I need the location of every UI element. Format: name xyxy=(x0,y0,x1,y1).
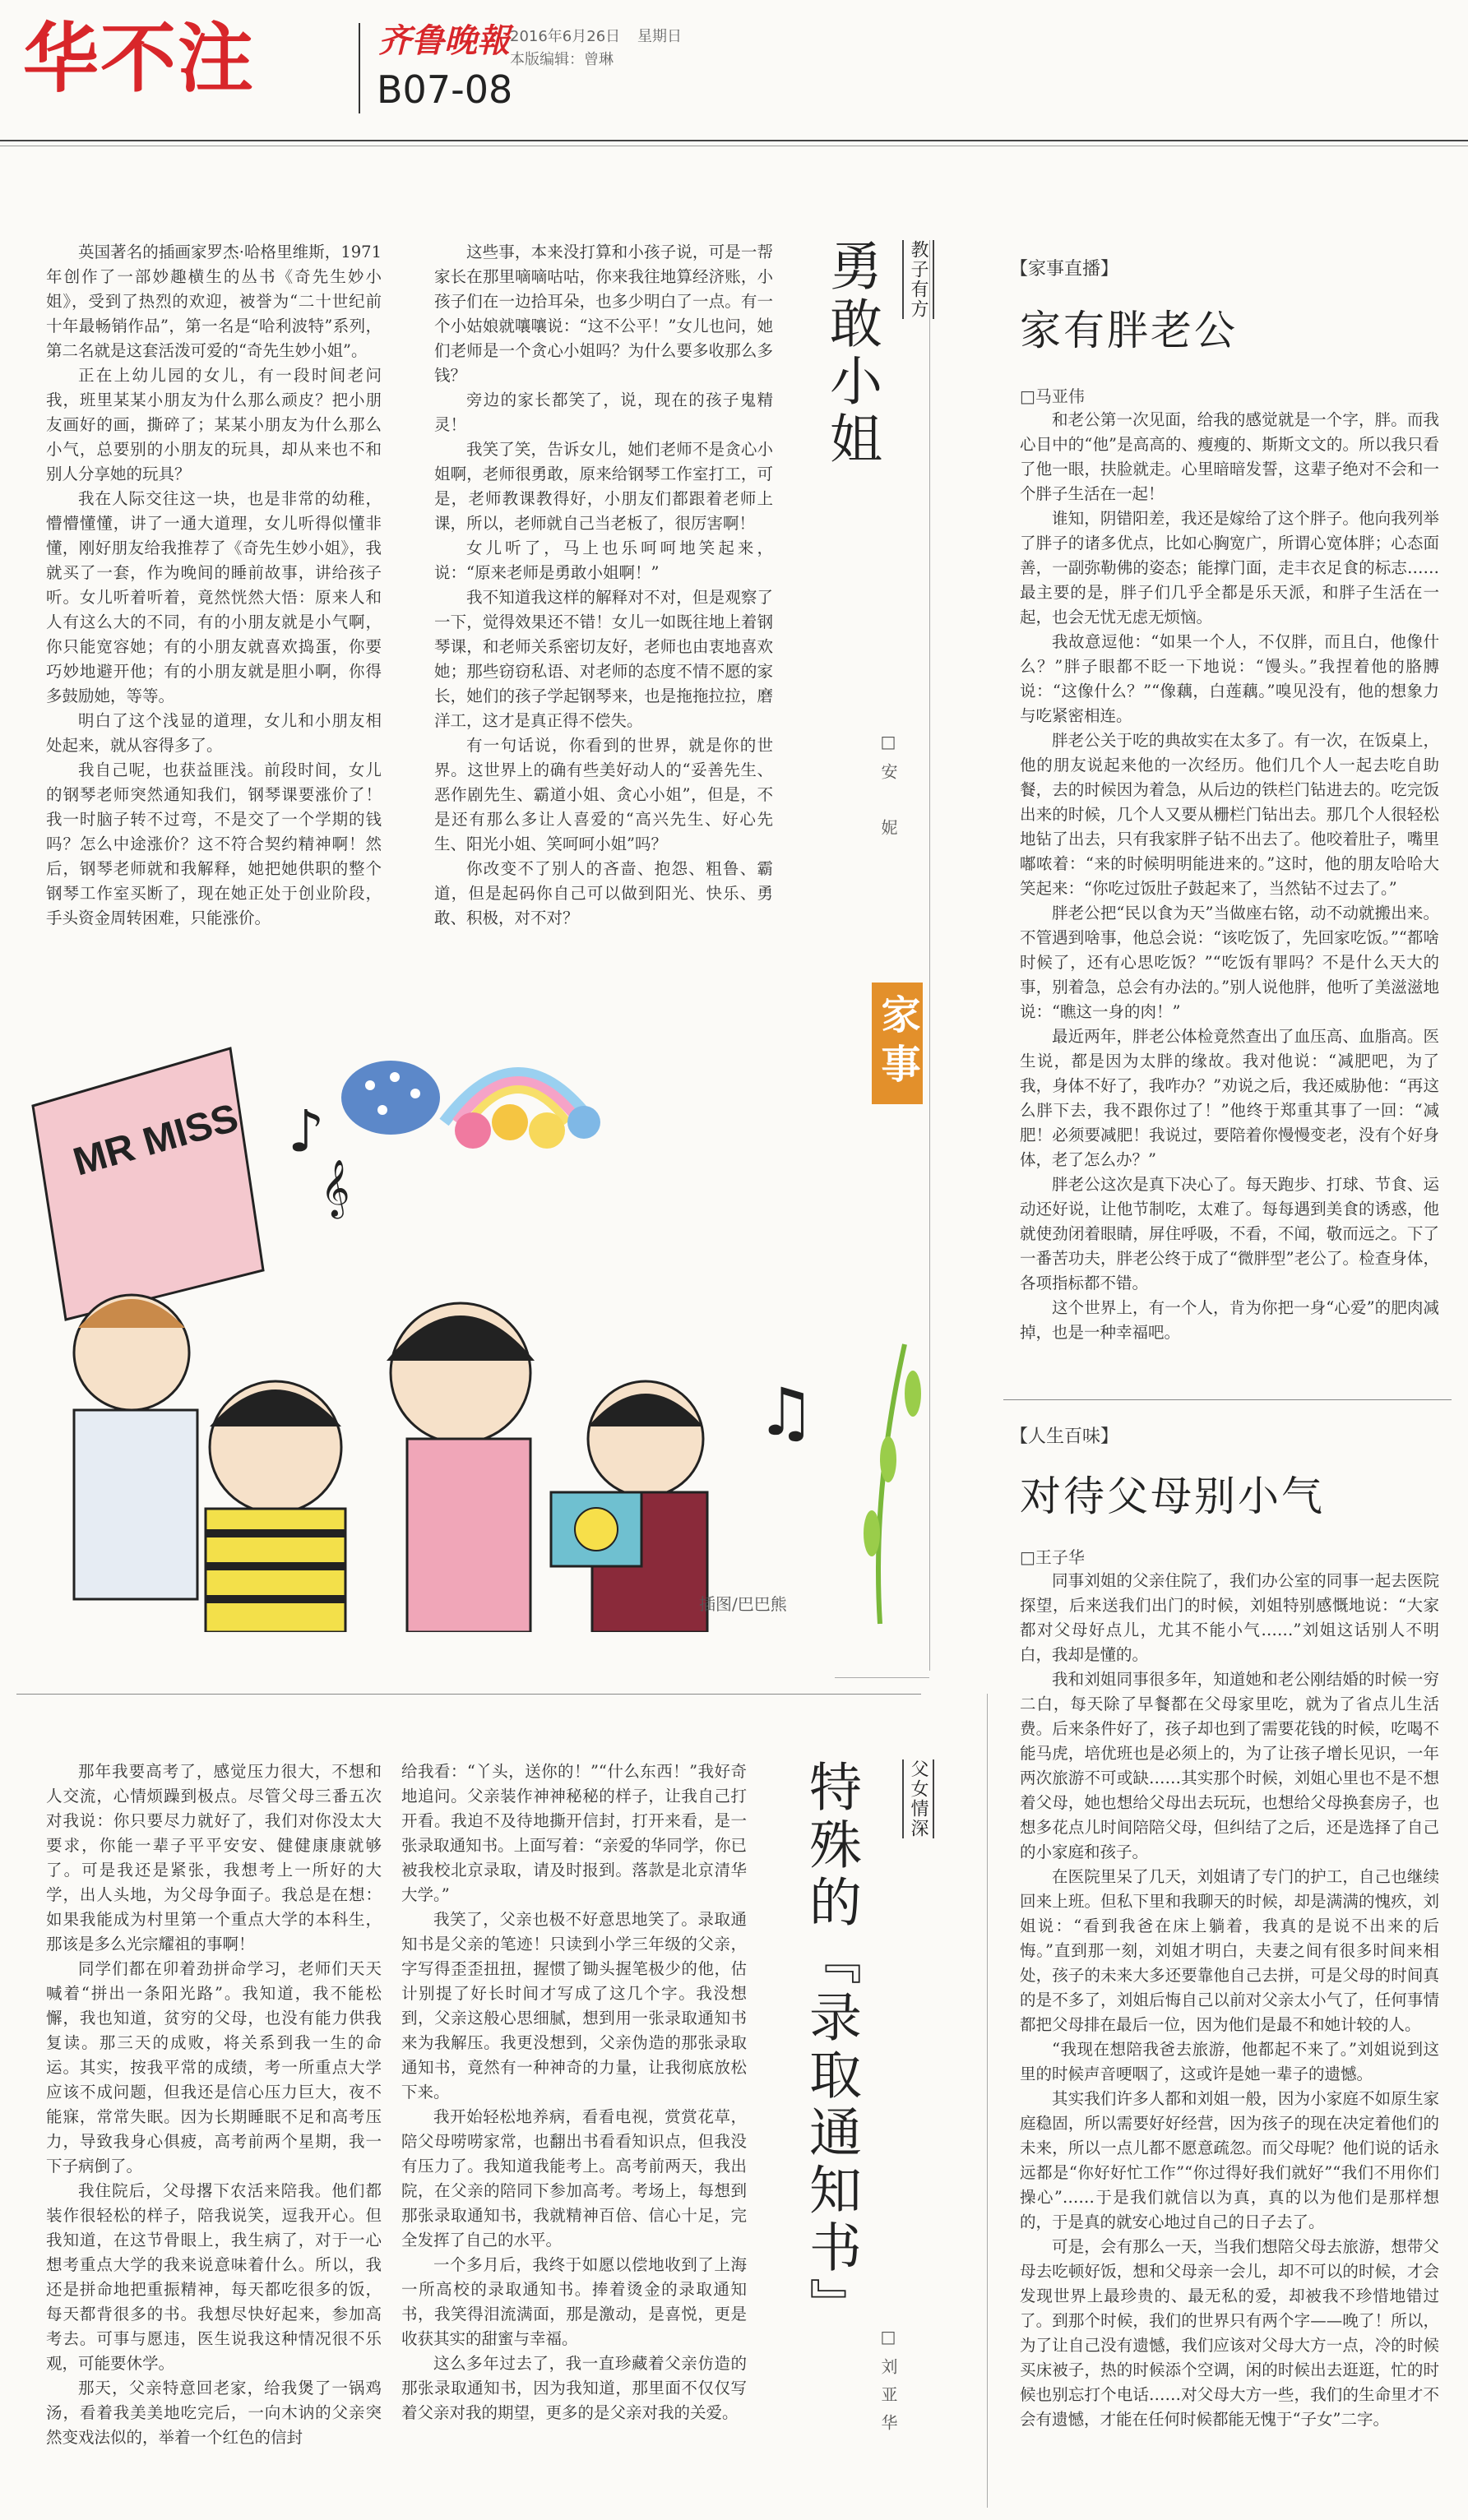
paragraph: 我和刘姐同事很多年，知道她和老公刚结婚的时候一穷二白，每天除了早餐都在父母家里吃，就为了省点儿生活费。后来条件好了，孩子却也到了需要花钱的时候，吃喝不能马虎，培优班也是必须上的，为了让孩子增长见识，一年两次旅游不可或缺……其实那个时候，刘姐心里也不是不想着父母，她也想给父母出去玩玩，也想给父母换套房子，也想多花点儿时间陪陪父母，但纠结了之后，还是选择了自己的小家庭和孩子。 xyxy=(1020,1670,1439,1861)
article-title: 对待父母别小气 xyxy=(1020,1473,1325,1520)
article-divider xyxy=(1003,1399,1452,1400)
paragraph: 那天，父亲特意回老家，给我煲了一锅鸡汤，看着我美美地吃完后，一向木讷的父亲突然变戏法似的，举着一个红色的信封 xyxy=(46,2379,382,2447)
article-column xyxy=(434,240,773,931)
paragraph: 我笑了笑，告诉女儿，她们老师不是贪心小姐啊，老师很勇敢，原来给钢琴工作室打工，可是，老师教课教得好，小朋友们都跟着老师上课，所以，老师就自己当老板了，很厉害啊！ xyxy=(434,440,773,533)
paragraph: 胖老公这次是真下决心了。每天跑步、打球、节食、运动还好说，让他节制吃，太难了。每每遇到美食的诱惑，他就使劲闭着眼睛，屏住呼吸，不看，不闻，敬而远之。下了一番苦功夫，胖老公终于成了“微胖型”老公了。检查身体，各项指标都不错。 xyxy=(1020,1175,1439,1292)
little-character xyxy=(455,1112,491,1149)
cloud-icon xyxy=(341,1061,440,1135)
newspaper-logo: 齐鲁晚報 xyxy=(378,21,510,60)
section-label: 【人生百味】 xyxy=(1010,1426,1119,1447)
paragraph: 同事刘姐的父亲住院了，我们办公室的同事一起去医院探望，后来送我们出门的时候，刘姐特别感慨地说：“大家都对父母好点儿，尤其不能小气……”刘姐这话别人不明白，我却是懂的。 xyxy=(1020,1571,1439,1664)
paragraph: 胖老公把“民以食为天”当做座右铭，动不动就搬出来。不管遇到啥事，他总会说：“该吃饭了，先回家吃饭。”“都啥时候了，还有心思吃饭？”“吃饭有罪吗？不是什么天大的事，别着急，总会有办法的。”别人说他胖，他听了美滋滋地说：“瞧这一身的肉！” xyxy=(1020,904,1439,1021)
paragraph: 这个世界上，有一个人，肯为你把一身“心爱”的肥肉减掉，也是一种幸福吧。 xyxy=(1020,1298,1439,1342)
paragraph: “我现在想陪我爸去旅游，他都起不来了。”刘姐说到这里的时候声音哽咽了，这或许是她一辈子的遗憾。 xyxy=(1020,2040,1439,2083)
paragraph: 谁知，阴错阳差，我还是嫁给了这个胖子。他向我列举了胖子的诸多优点，比如心胸宽广，所谓心宽体胖；心态面善，一副弥勒佛的姿态；能撑门面，走丰衣足食的标志……最主要的是，胖子们几乎全都是乐天派，和胖子生活在一起，也会无忧无虑无烦恼。 xyxy=(1020,509,1439,627)
column-divider xyxy=(987,1694,988,2508)
paragraph: 在医院里呆了几天，刘姐请了专门的护工，自己也继续回来上班。但私下里和我聊天的时候，却是满满的愧疚，刘姐说：“看到我爸在床上躺着，我真的是说不出来的后悔。”直到那一刻，刘姐才明白，夫妻之间有很多时间来相处，孩子的未来大多还要靠他自己去拼，可是父母的时间真的是不多了，刘姐后悔自己以前对父亲太小气了，任何事情都把父母排在最后一位，因为他们是最不和她计较的人。 xyxy=(1020,1867,1439,2034)
music-note-icon: ♪ xyxy=(288,1098,325,1165)
editor-credit: 本版编辑：曾琳 xyxy=(510,51,614,68)
paragraph: 英国著名的插画家罗杰·哈格里维斯，1971年创作了一部妙趣横生的丛书《奇先生妙小姐》，受到了热烈的欢迎，被誉为“二十世纪前十年最畅销作品”，第一名是“哈利波特”系列，第二名就是这套活泼可爱的“奇先生妙小姐”。 xyxy=(46,243,382,360)
plant-icon xyxy=(878,1344,905,1624)
illustration-credit: 插图/巴巴熊 xyxy=(699,1594,787,1614)
section-label: 【家事直播】 xyxy=(1010,259,1119,280)
paragraph: 我自己呢，也获益匪浅。前段时间，女儿的钢琴老师突然通知我们，钢琴课要涨价了！我一时脑子转不过弯，不是交了一个学期的钱吗？怎么中途涨价？这不符合契约精神啊！然后，钢琴老师就和我解释，她把她供职的整个钢琴工作室买断了，现在她正处于创业阶段，手头资金周转困难，只能涨价。 xyxy=(46,761,382,927)
paragraph: 同学们都在卯着劲拼命学习，老师们天天喊着“拼出一条阳光路”。我知道，我不能松懈，我也知道，贫穷的父母，也没有能力供我复读。那三天的成败，将关系到我一生的命运。其实，按我平常的成绩，考一所重点大学应该不成问题，但我还是信心压力巨大，夜不能寐，常常失眠。因为长期睡眠不足和高考压力，导致我身心俱疲，高考前两个星期，我一下子病倒了。 xyxy=(46,1959,382,2176)
article-title: 勇敢小姐 xyxy=(821,238,882,469)
article-column xyxy=(1020,1569,1439,2432)
music-note-icon: 𝄞 xyxy=(321,1159,350,1217)
article-column xyxy=(46,1759,382,2450)
paragraph: 最近两年，胖老公体检竟然查出了血压高、血脂高。医生说，都是因为太胖的缘故。我对他说：“减肥吧，为了我，身体不好了，我咋办？”劝说之后，我还威胁他：“再这么胖下去，我不跟你过了！”他终于郑重其事了一回：“减肥！必须要减肥！我说过，要陪着你慢慢变老，没有个好身体，老了怎么办？” xyxy=(1020,1027,1439,1169)
masthead-rule xyxy=(0,140,1468,141)
article-author: □马亚伟 xyxy=(1020,386,1085,406)
book-icon xyxy=(33,1048,263,1320)
paragraph: 这么多年过去了，我一直珍藏着父亲仿造的那张录取通知书，因为我知道，那里面不仅仅写着父亲对我的期望，更多的是父亲对我的关爱。 xyxy=(401,2354,747,2422)
column-divider xyxy=(835,1677,929,1678)
paragraph: 一个多月后，我终于如愿以偿地收到了上海一所高校的录取通知书。捧着烫金的录取通知书，我笑得泪流满面，那是激动，是喜悦，更是收获其实的甜蜜与幸福。 xyxy=(401,2255,747,2348)
column-divider xyxy=(929,240,930,1671)
music-note-icon: ♫ xyxy=(757,1374,816,1450)
article-tag: 教子有方 xyxy=(902,240,934,319)
paragraph: 给我看：“丫头，送你的！”“什么东西！”我好奇地追问。父亲装作神神秘秘的样子，让我自己打开看。我迫不及待地撕开信封，打开来看，是一张录取通知书。上面写着：“亲爱的华同学，你已被我校北京录取，请及时报到。落款是北京清华大学。” xyxy=(401,1762,747,1904)
article-tag: 父女情深 xyxy=(902,1759,934,1838)
paragraph: 女儿听了，马上也乐呵呵地笑起来，说：“原来老师是勇敢小姐啊！” xyxy=(434,539,773,582)
paragraph: 我在人际交往这一块，也是非常的幼稚，懵懵懂懂，讲了一通大道理，女儿听得似懂非懂，刚好朋友给我推荐了《奇先生妙小姐》，我就买了一套，作为晚间的睡前故事，讲给孩子听。女儿听着听着，竟然恍然大悟：原来人和人有这么大的不同，有的小朋友就是小气啊，你只能宽容她；有的小朋友就喜欢捣蛋，你要巧妙地避开他；有的小朋友就是胆小啊，你得多鼓励她，等等。 xyxy=(46,489,382,705)
article-author: □安 妮 xyxy=(878,732,898,847)
article-title: 特殊的『录取通知书』 xyxy=(800,1759,861,2335)
paragraph: 可是，会有那么一天，当我们想陪父母去旅游，想带父母去吃顿好饭，想和父母亲一会儿，却不可以的时候，才会发现世界上最珍贵的、最无私的爱，却被我不珍惜地错过了。到那个时候，我们的世界只有两个字——晚了！所以，为了让自己没有遗憾，我们应该对父母大方一点，冷的时候买床被子，热的时候添个空调，闲的时候出去逛逛，忙的时候也别忘打个电话……对父母大方一些，我们的生命里才不会有遗憾，才能在任何时候都能无愧于“子女”二字。 xyxy=(1020,2237,1439,2429)
paragraph: 其实我们许多人都和刘姐一般，因为小家庭不如原生家庭稳固，所以需要好好经营，因为孩子的现在决定着他们的未来，所以一点儿都不愿意疏忽。而父母呢？他们说的话永远都是“你好好忙工作”“你过得好我们就好”“我们不用你们操心”……于是我们就信以为真，真的以为他们是那样想的，于是真的就安心地过自己的日子去了。 xyxy=(1020,2089,1439,2231)
paragraph: 我住院后，父母撂下农活来陪我。他们都装作很轻松的样子，陪我说笑，逗我开心。但我知道，在这节骨眼上，我生病了，对于一心想考重点大学的我来说意味着什么。所以，我还是拼命地把重振精神，每天都吃很多的饭，每天都背很多的书。我想尽快好起来，参加高考去。可事与愿违，医生说我这种情况很不乐观，可能要休学。 xyxy=(46,2181,382,2373)
paragraph: 明白了这个浅显的道理，女儿和小朋友相处起来，就从容得多了。 xyxy=(46,711,382,755)
paragraph: 那年我要高考了，感觉压力很大，不想和人交流，心情烦躁到极点。尽管父母三番五次对我说：你只要尽力就好了，我们对你没太大要求，你能一辈子平平安安、健健康康就够了。可是我还是紧张，我想考上一所好的大学，出人头地，为父母争面子。我总是在想：如果我能成为村里第一个重点大学的本科生，那该是多么光宗耀祖的事啊！ xyxy=(46,1762,382,1954)
paragraph: 你改变不了别人的吝啬、抱怨、粗鲁、霸道，但是起码你自己可以做到阳光、快乐、勇敢、积极，对不对？ xyxy=(434,859,773,927)
paragraph: 正在上幼儿园的女儿，有一段时间老问我，班里某某小朋友为什么那么顽皮？把小朋友画好的画，撕碎了；某某小朋友为什么那么小气，总要别的小朋友的玩具，却从来也不和别人分享她的玩具？ xyxy=(46,366,382,483)
masthead-divider xyxy=(359,23,360,113)
article-divider xyxy=(16,1694,921,1695)
paragraph: 胖老公关于吃的典故实在太多了。有一次，在饭桌上，他的朋友说起来他的一次经历。他们几个人一起去吃自助餐，去的时候因为着急，从后边的铁栏门钻进去的。吃完饭出来的时候，几个人又要从栅栏门钻出去。那几个人很轻松地钻了出去，只有我家胖子钻不出去了。他咬着肚子，嘴里嘟哝着：“来的时候明明能进来的。”这时，他的朋友哈哈大笑起来：“你吃过饭肚子鼓起来了，当然钻不过去了。” xyxy=(1020,731,1439,898)
column-brand: 华不注 xyxy=(23,15,256,103)
issue-weekday: 星期日 xyxy=(637,28,682,45)
page-number: B07-08 xyxy=(377,67,513,112)
issue-date: 2016年6月26日 xyxy=(510,28,621,45)
article-column xyxy=(46,240,382,931)
article-title: 家有胖老公 xyxy=(1020,307,1238,354)
article-column xyxy=(401,1759,747,2425)
paragraph: 旁边的家长都笑了，说，现在的孩子鬼精灵！ xyxy=(434,391,773,434)
article-author: □王子华 xyxy=(1020,1547,1085,1567)
paragraph: 我笑了，父亲也极不好意思地笑了。录取通知书是父亲的笔迹！只读到小学三年级的父亲，字写得歪歪扭扭，握惯了锄头握笔极少的他，估计别提了好长时间才写成了这几个字。我没想到，父亲这般心思细腻，想到用一张录取通知书来为我解压。我更没想到，父亲伪造的那张录取通知书，竟然有一种神奇的力量，让我彻底放松下来。 xyxy=(401,1910,747,2102)
paragraph: 这些事，本来没打算和小孩子说，可是一帮家长在那里嘀嘀咕咕，你来我往地算经济账，小孩子们在一边拾耳朵，也多少明白了一点。有一个小姑娘就嚷嚷说：“这不公平！”女儿也问，她们老师是一个贪心小姐吗？为什么要多收那么多钱？ xyxy=(434,243,773,385)
paragraph: 和老公第一次见面，给我的感觉就是一个字，胖。而我心目中的“他”是高高的、瘦瘦的、斯斯文文的。所以我只看了他一眼，扶脸就走。心里暗暗发誓，这辈子绝对不会和一个胖子生活在一起！ xyxy=(1020,410,1439,503)
illustration xyxy=(16,999,979,1632)
article-author: □刘亚华 xyxy=(878,2327,898,2442)
section-badge: 家事 xyxy=(872,983,923,1104)
book-cover-text: MR MISS xyxy=(68,1096,243,1185)
article-column xyxy=(1020,408,1439,1345)
paragraph: 我故意逗他：“如果一个人，不仅胖，而且白，他像什么？”胖子眼都不眨一下地说：“馒头。”我捏着他的胳膊说：“这像什么？”“像藕，白莲藕。”嗅见没有，他的想象力与吃紧密相连。 xyxy=(1020,632,1439,725)
paragraph: 有一句话说，你看到的世界，就是你的世界。这世界上的确有些美好动人的“妥善先生、恶作剧先生、霸道小姐、贪心小姐”，但是，不是还有那么多让人喜爱的“高兴先生、好心先生、阳光小姐、笑呵呵小姐”吗？ xyxy=(434,736,773,853)
paragraph: 我开始轻松地养病，看看电视，赏赏花草，陪父母唠唠家常，也翻出书看看知识点，但我没有压力了。我知道我能考上。高考前两天，我出院，在父亲的陪同下参加高考。考场上，每想到那张录取通知书，我就精神百倍、信心十足，完全发挥了自己的水平。 xyxy=(401,2107,747,2250)
paragraph: 我不知道我这样的解释对不对，但是观察了一下，觉得效果还不错！女儿一如既往地上着钢琴课，和老师关系密切友好，老师也由衷地喜欢她；那些窃窃私语、对老师的态度不情不愿的家长，她们的孩子学起钢琴来，也是拖拖拉拉，磨洋工，这才是真正得不偿失。 xyxy=(434,588,773,730)
